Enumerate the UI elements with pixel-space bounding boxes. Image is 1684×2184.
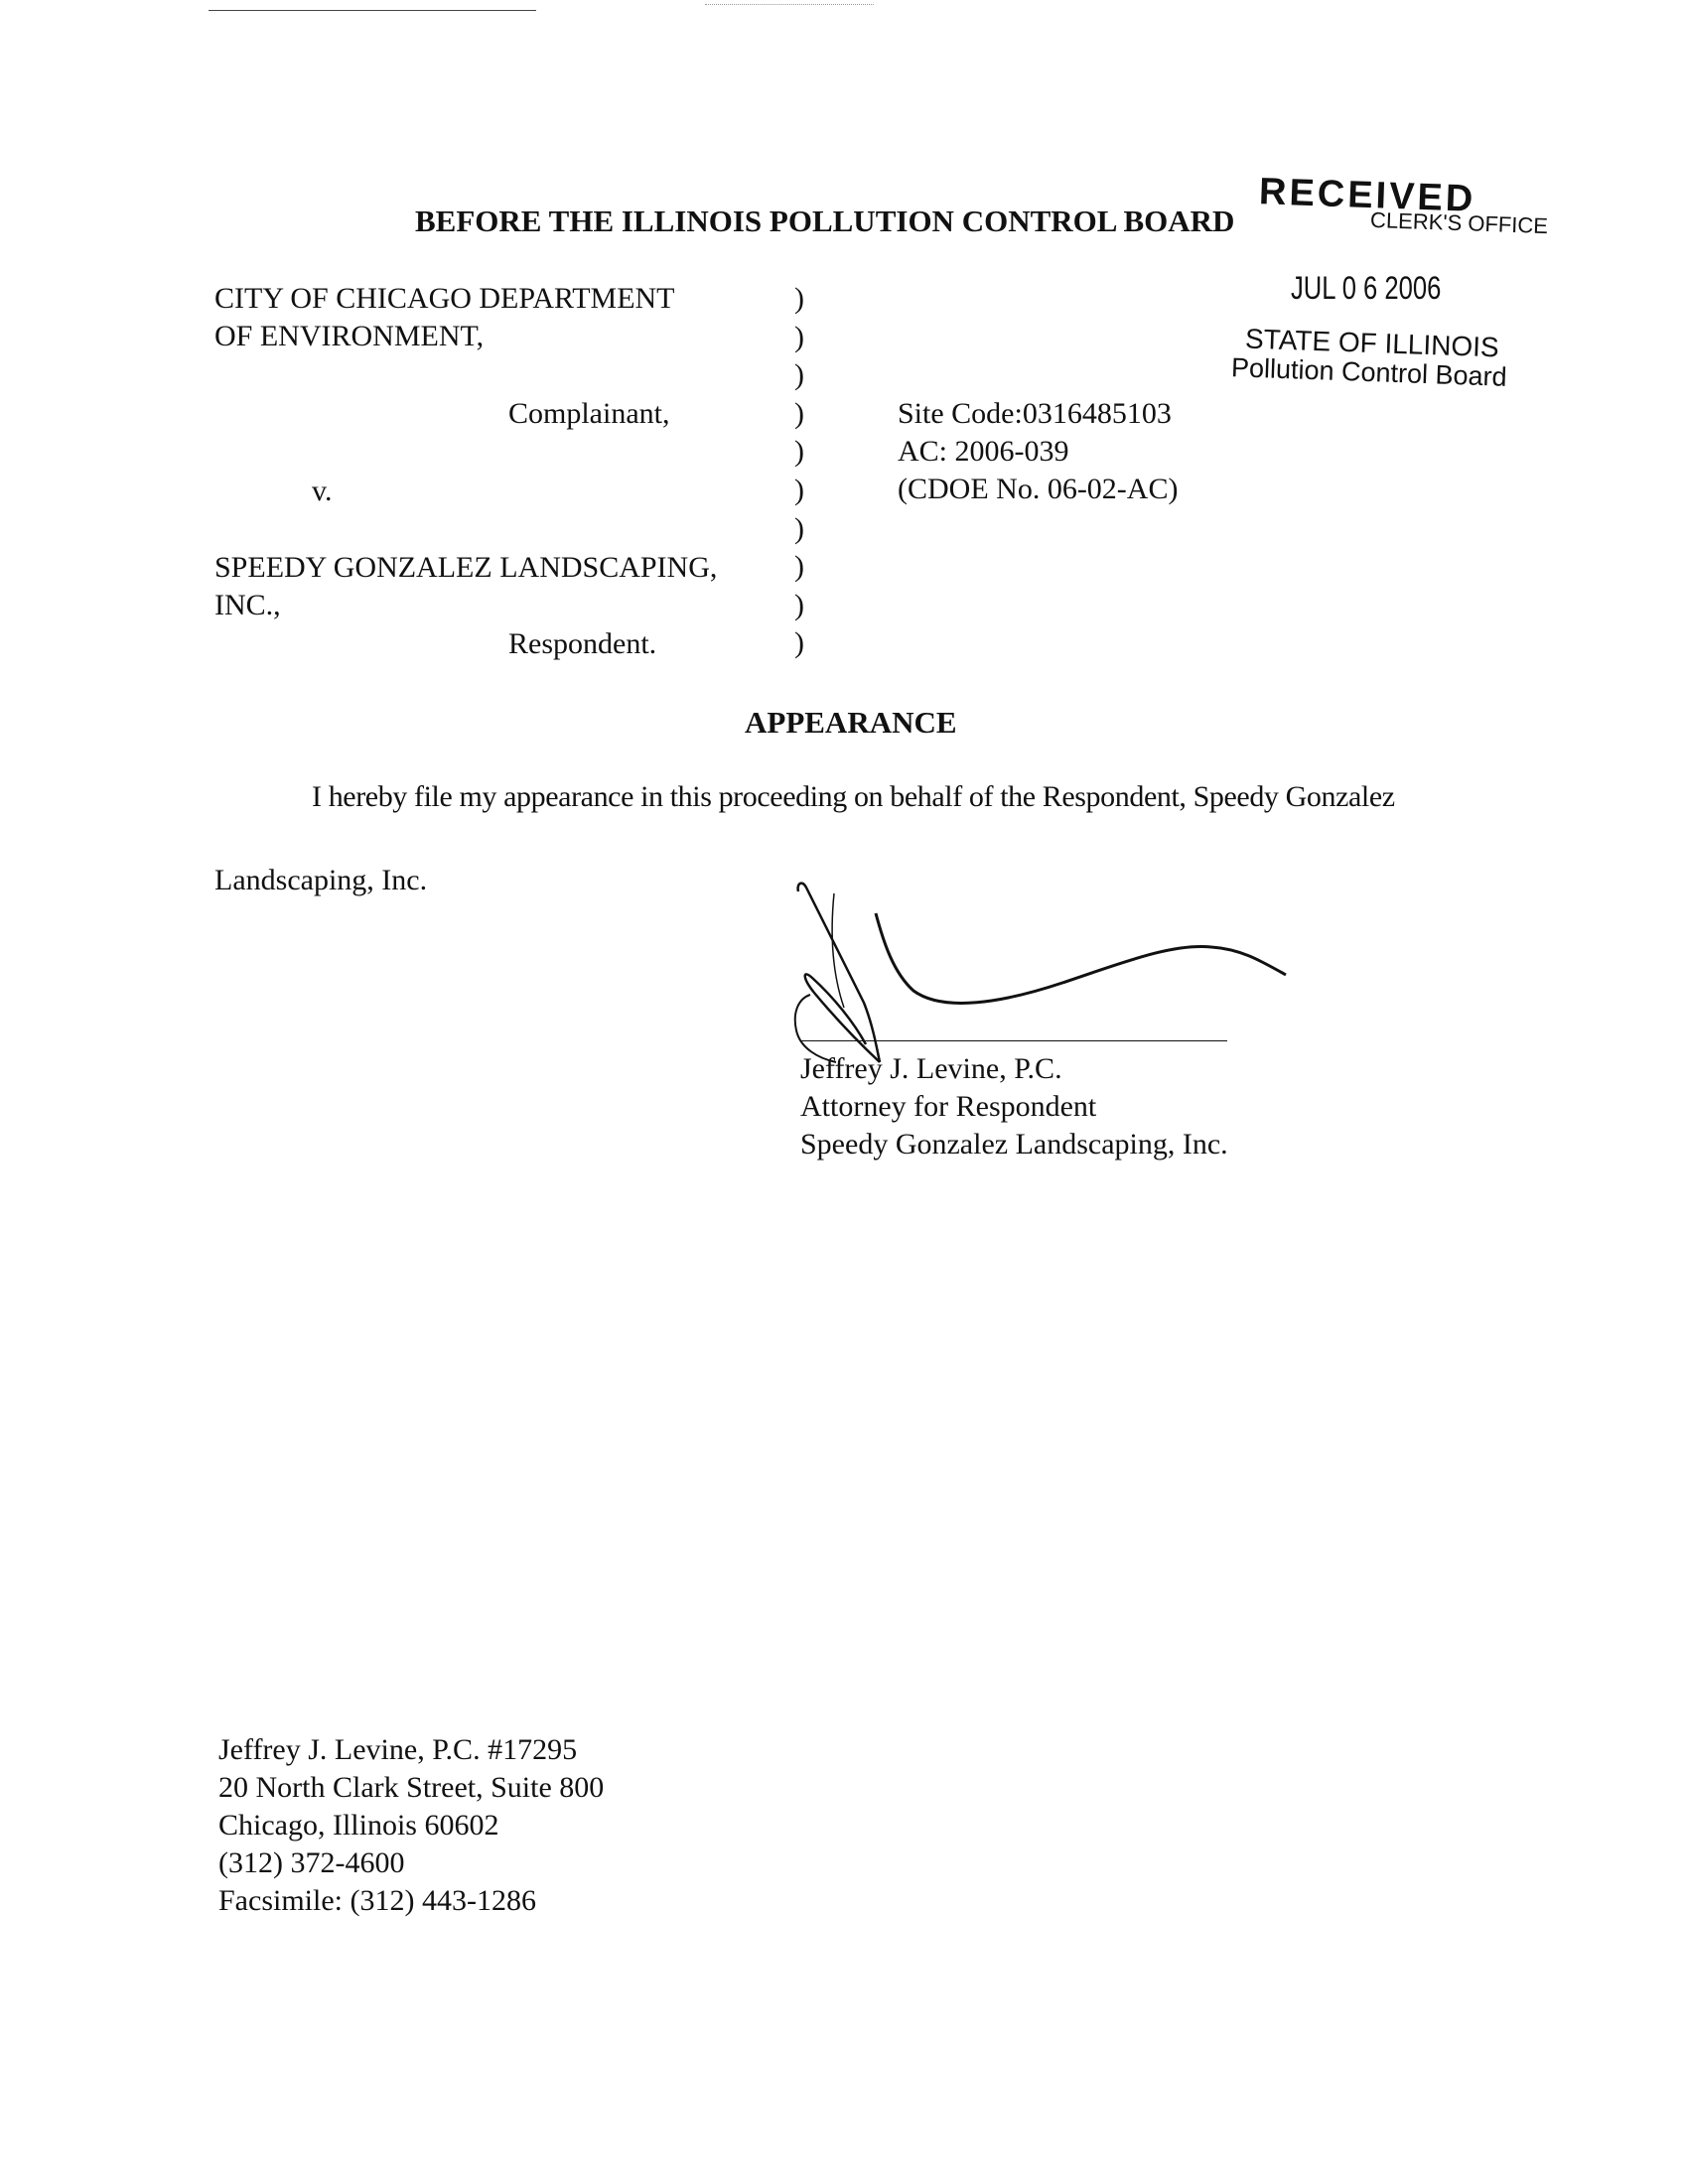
footer-fax: Facsimile: (312) 443-1286 <box>218 1884 536 1917</box>
signatory-name: Jeffrey J. Levine, P.C. <box>800 1052 1062 1085</box>
caption-paren: ) <box>794 473 804 506</box>
handwritten-signature <box>784 874 1291 1072</box>
caption-paren: ) <box>794 550 804 584</box>
signature-line <box>800 1040 1227 1041</box>
appearance-body-line1: I hereby file my appearance in this proceeding on behalf of the Respondent, Speedy Gonzalez <box>312 780 1395 813</box>
complainant-role: Complainant, <box>508 397 670 430</box>
footer-city: Chicago, Illinois 60602 <box>218 1809 499 1842</box>
complainant-name-line1: CITY OF CHICAGO DEPARTMENT <box>214 282 675 315</box>
versus-label: v. <box>312 475 333 507</box>
appearance-heading: APPEARANCE <box>745 705 957 740</box>
clerks-office-stamp: CLERK'S OFFICE <box>1369 206 1549 239</box>
ac-number: AC: 2006-039 <box>898 435 1069 468</box>
respondent-name-line2: INC., <box>214 589 281 621</box>
respondent-name-line1: SPEEDY GONZALEZ LANDSCAPING, <box>214 551 718 584</box>
cdoe-number: (CDOE No. 06-02-AC) <box>898 473 1179 505</box>
scan-artifact-line <box>209 10 536 11</box>
signatory-client: Speedy Gonzalez Landscaping, Inc. <box>800 1128 1228 1160</box>
state-of-illinois-stamp: STATE OF ILLINOIS <box>1244 323 1500 363</box>
received-stamp: RECEIVED <box>1258 171 1476 220</box>
caption-paren: ) <box>794 626 804 660</box>
signatory-title: Attorney for Respondent <box>800 1090 1097 1123</box>
caption-paren: ) <box>794 358 804 392</box>
footer-firm: Jeffrey J. Levine, P.C. #17295 <box>218 1733 578 1766</box>
pollution-control-board-stamp: Pollution Control Board <box>1230 352 1508 392</box>
site-code: Site Code:0316485103 <box>898 397 1172 430</box>
caption-parenthesis-column <box>794 280 814 663</box>
received-date-stamp: JUL 0 6 2006 <box>1291 270 1442 306</box>
caption-paren: ) <box>794 282 804 315</box>
board-heading: BEFORE THE ILLINOIS POLLUTION CONTROL BOARD <box>415 204 1235 238</box>
caption-paren: ) <box>794 511 804 545</box>
footer-phone: (312) 372-4600 <box>218 1846 405 1879</box>
caption-paren: ) <box>794 435 804 469</box>
appearance-body-line2: Landscaping, Inc. <box>214 864 428 896</box>
scan-artifact-specks <box>705 4 874 5</box>
caption-paren: ) <box>794 396 804 430</box>
caption-paren: ) <box>794 320 804 353</box>
respondent-role: Respondent. <box>508 627 657 660</box>
complainant-name-line2: OF ENVIRONMENT, <box>214 320 485 352</box>
caption-paren: ) <box>794 588 804 621</box>
footer-street: 20 North Clark Street, Suite 800 <box>218 1771 605 1804</box>
